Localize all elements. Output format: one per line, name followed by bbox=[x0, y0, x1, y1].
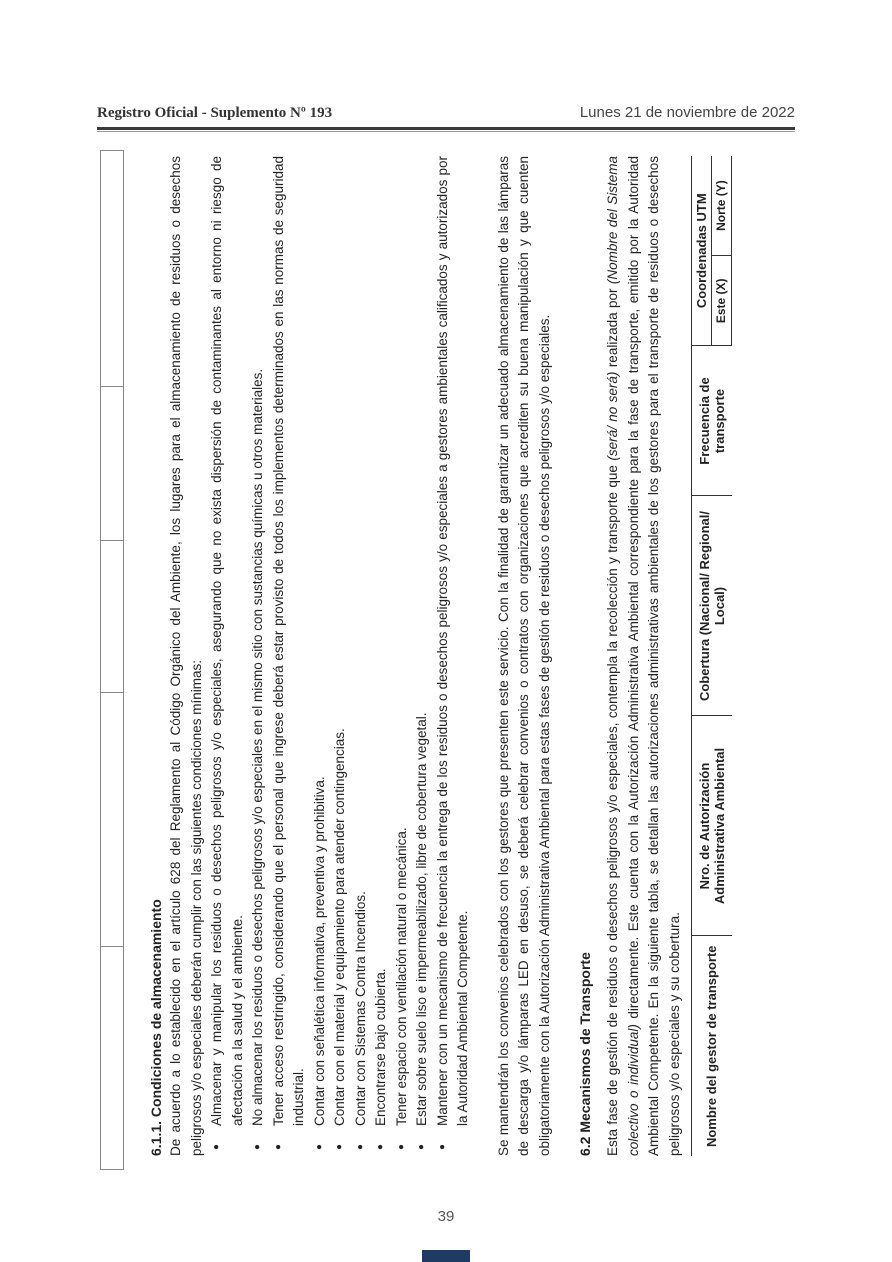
header-rule-thin bbox=[97, 131, 795, 132]
table-header-cell: Cobertura (Nacional/ Regional/ Local) bbox=[692, 496, 732, 716]
section-611-title: 6.1.1. Condiciones de almacenamiento bbox=[148, 899, 164, 1156]
storage-conditions-list bbox=[207, 156, 474, 1156]
table-header-cell: Nro. de Autorización Administrativa Ambiental bbox=[692, 716, 732, 936]
section-62-paragraph: Esta fase de gestión de residuos o desechos peligrosos y/o especiales, contempla la recolección y transporte que (será/ no será) realizada por (Nombre del Sistema colectivo o individual) directamente. Este cuenta con la Autorización Administrativa Ambiental correspondiente para la fase de transporte, emitido por la Autoridad Ambiental Competente. En la siguiente tabla, se detallan las autorizaciones administrativas ambientales de los gestores para el transporte de residuos o desechos peligrosos y/o especiales y su cobertura. bbox=[605, 156, 682, 1156]
table-header-cell: Frecuencia de transporte bbox=[692, 346, 732, 496]
section-611-intro: De acuerdo a lo establecido en el artículo 628 del Reglamento al Código Orgánico del Ambiente, los lugares para el almacenamiento de residuos o desechos peligrosos y/o especiales deberán cumplir con las siguientes condiciones mínimas: bbox=[168, 156, 204, 1156]
table-subheader-cell: Norte (Y) bbox=[712, 156, 732, 256]
list-item: ● Almacenar y manipular los residuos o desechos peligrosos y/o especiales, asegurando que no exista dispersión de contaminantes al entorno ni riesgo de afectación a la salud y el ambiente. bbox=[207, 156, 248, 1156]
publication-date: Lunes 21 de noviembre de 2022 bbox=[579, 104, 795, 121]
list-item: ● Contar con señalética informativa, preventiva y prohibitiva. bbox=[310, 156, 331, 1156]
document-body bbox=[146, 156, 732, 1156]
rotated-page-content bbox=[100, 150, 780, 1170]
previous-table-remnant bbox=[100, 150, 124, 1170]
section-62-title: 6.2 Mecanismos de Transporte bbox=[577, 952, 593, 1156]
list-item: ● No almacenar los residuos o desechos peligrosos y/o especiales en el mismo sitio con sustancias químicas u otros materiales. bbox=[248, 156, 269, 1156]
table-header-cell: Coordenadas UTM bbox=[692, 156, 712, 346]
list-item: ● Contar con Sistemas Contra Incendios. bbox=[351, 156, 372, 1156]
page-number: 39 bbox=[437, 1208, 455, 1225]
footer-bar bbox=[422, 1250, 470, 1262]
list-item: ● Estar sobre suelo liso e impermeabilizado, libre de cobertura vegetal. bbox=[412, 156, 433, 1156]
list-item: ● Tener espacio con ventilación natural o mecánica. bbox=[392, 156, 413, 1156]
list-item: ● Mantener con un mecanismo de frecuencia la entrega de los residuos o desechos peligrosos y/o especiales a gestores ambientales calificados y autorizados por la Autoridad Ambiental Competente. bbox=[433, 156, 474, 1156]
header-rule bbox=[97, 127, 795, 130]
section-611-closing: Se mantendrán los convenios celebrados con los gestores que presenten este servicio. Con la finalidad de garantizar un adecuado almacenamiento de las lámparas de descarga y/o lámparas LED en desuso, se deberá celebrar convenios o contratos con organizaciones que acrediten su buena manipulación y que cuenten obligatoriamente con la Autorización Administrativa Ambiental para estas fases de gestión de residuos o desechos peligrosos y/o especiales. bbox=[495, 156, 552, 1156]
list-item: ● Contar con el material y equipamiento para atender contingencias. bbox=[330, 156, 351, 1156]
table-subheader-cell: Este (X) bbox=[712, 256, 732, 346]
list-item: ● Encontrarse bajo cubierta. bbox=[371, 156, 392, 1156]
list-item: ● Tener acceso restringido, considerando que el personal que ingrese deberá estar provisto de todos los implementos determinados en las normas de seguridad industrial. bbox=[269, 156, 310, 1156]
publication-title: Registro Oficial - Suplemento Nº 193 bbox=[97, 105, 333, 121]
transport-table bbox=[691, 156, 732, 1156]
table-header-cell: Nombre del gestor de transporte bbox=[692, 936, 732, 1156]
